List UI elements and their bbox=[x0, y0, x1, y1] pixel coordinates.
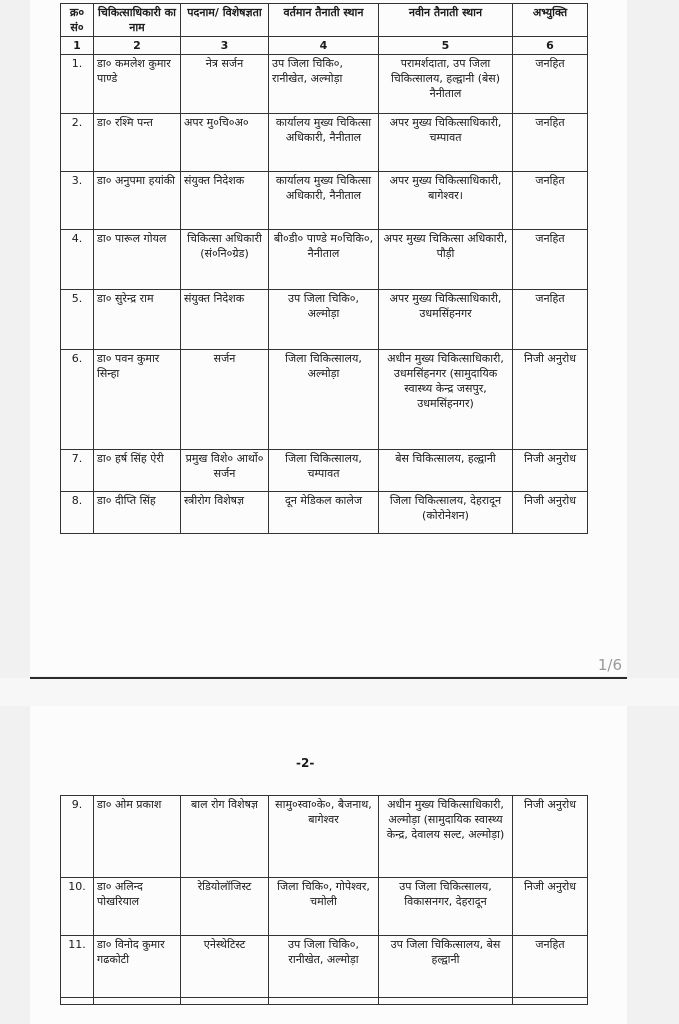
cell-current-posting: उप जिला चिकि०, रानीखेत, अल्मोड़ा bbox=[269, 936, 379, 998]
document-page-1 bbox=[30, 0, 627, 676]
cell-remark: जनहित bbox=[513, 290, 588, 350]
header-current-posting: वर्तमान तैनाती स्थान bbox=[269, 4, 379, 37]
cell-current-posting: दून मेडिकल कालेज bbox=[269, 492, 379, 534]
cell-remark: जनहित bbox=[513, 114, 588, 172]
cell-designation: चिकित्सा अधिकारी (सं०नि०ग्रेड) bbox=[181, 230, 269, 290]
col-number: 4 bbox=[269, 37, 379, 55]
header-designation: पदनाम/ विशेषज्ञता bbox=[181, 4, 269, 37]
cell-remark: निजी अनुरोध bbox=[513, 350, 588, 450]
cell-current-posting: जिला चिकित्सालय, चम्पावत bbox=[269, 450, 379, 492]
document-page-2 bbox=[30, 706, 627, 1024]
cell-new-posting: परामर्शदाता, उप जिला चिकित्सालय, हल्द्वानी (बेस) नैनीताल bbox=[379, 55, 513, 114]
col-number: 6 bbox=[513, 37, 588, 55]
transfer-table-page-2 bbox=[60, 795, 588, 1005]
cell-cut bbox=[94, 998, 181, 1005]
page-divider bbox=[30, 677, 627, 679]
cell-current-posting: जिला चिकि०, गोपेश्वर, चमोली bbox=[269, 878, 379, 936]
cell-remark: निजी अनुरोध bbox=[513, 796, 588, 878]
page-number: 1/6 bbox=[597, 656, 622, 674]
cell-current-posting: उप जिला चिकि०, रानीखेत, अल्मोड़ा bbox=[269, 55, 379, 114]
table-header-row bbox=[61, 4, 588, 37]
cell-cut bbox=[61, 998, 94, 1005]
cell-cut bbox=[269, 998, 379, 1005]
column-number-row bbox=[61, 37, 588, 55]
cell-new-posting: जिला चिकित्सालय, देहरादून (कोरोनेशन) bbox=[379, 492, 513, 534]
truncated-row bbox=[61, 998, 588, 1005]
cell-name: डा० दीप्ति सिंह bbox=[94, 492, 181, 534]
cell-current-posting: सामु०स्वा०के०, बैजनाथ, बागेश्वर bbox=[269, 796, 379, 878]
cell-new-posting: अपर मुख्य चिकित्साधिकारी, उधमसिंहनगर bbox=[379, 290, 513, 350]
page-gap bbox=[0, 678, 679, 706]
cell-new-posting: उप जिला चिकित्सालय, बेस हल्द्वानी bbox=[379, 936, 513, 998]
cell-new-posting: अपर मुख्य चिकित्साधिकारी, चम्पावत bbox=[379, 114, 513, 172]
cell-sno: 11. bbox=[61, 936, 94, 998]
cell-designation: स्त्रीरोग विशेषज्ञ bbox=[181, 492, 269, 534]
cell-remark: निजी अनुरोध bbox=[513, 492, 588, 534]
cell-designation: सर्जन bbox=[181, 350, 269, 450]
cell-designation: एनेस्थेटिस्ट bbox=[181, 936, 269, 998]
cell-new-posting: बेस चिकित्सालय, हल्द्वानी bbox=[379, 450, 513, 492]
cell-current-posting: कार्यालय मुख्य चिकित्सा अधिकारी, नैनीताल bbox=[269, 114, 379, 172]
cell-cut bbox=[181, 998, 269, 1005]
cell-name: डा० पारूल गोयल bbox=[94, 230, 181, 290]
table-row bbox=[61, 450, 588, 492]
cell-new-posting: अधीन मुख्य चिकित्साधिकारी, अल्मोड़ा (सामुदायिक स्वास्थ्य केन्द्र, देवालय सल्ट, अल्मोड़ा) bbox=[379, 796, 513, 878]
cell-current-posting: उप जिला चिकि०, अल्मोड़ा bbox=[269, 290, 379, 350]
header-new-posting: नवीन तैनाती स्थान bbox=[379, 4, 513, 37]
table-row bbox=[61, 936, 588, 998]
header-sno: क्र० सं० bbox=[61, 4, 94, 37]
table-row bbox=[61, 350, 588, 450]
table-row bbox=[61, 290, 588, 350]
cell-sno: 1. bbox=[61, 55, 94, 114]
cell-name: डा० कमलेश कुमार पाण्डे bbox=[94, 55, 181, 114]
cell-sno: 3. bbox=[61, 172, 94, 230]
cell-remark: जनहित bbox=[513, 172, 588, 230]
cell-sno: 10. bbox=[61, 878, 94, 936]
table-row bbox=[61, 172, 588, 230]
cell-sno: 2. bbox=[61, 114, 94, 172]
cell-designation: रेडियोलॉजिस्ट bbox=[181, 878, 269, 936]
cell-sno: 7. bbox=[61, 450, 94, 492]
col-number: 1 bbox=[61, 37, 94, 55]
cell-remark: जनहित bbox=[513, 55, 588, 114]
cell-remark: निजी अनुरोध bbox=[513, 878, 588, 936]
cell-sno: 9. bbox=[61, 796, 94, 878]
cell-new-posting: अपर मुख्य चिकित्सा अधिकारी, पौड़ी bbox=[379, 230, 513, 290]
table-row bbox=[61, 230, 588, 290]
cell-name: डा० हर्ष सिंह ऐरी bbox=[94, 450, 181, 492]
header-name: चिकित्साधिकारी का नाम bbox=[94, 4, 181, 37]
col-number: 3 bbox=[181, 37, 269, 55]
col-number: 5 bbox=[379, 37, 513, 55]
cell-designation: नेत्र सर्जन bbox=[181, 55, 269, 114]
cell-cut bbox=[513, 998, 588, 1005]
cell-designation: बाल रोग विशेषज्ञ bbox=[181, 796, 269, 878]
cell-current-posting: जिला चिकित्सालय, अल्मोड़ा bbox=[269, 350, 379, 450]
cell-name: डा० अलिन्द पोखरियाल bbox=[94, 878, 181, 936]
cell-remark: जनहित bbox=[513, 230, 588, 290]
cell-name: डा० सुरेन्द्र राम bbox=[94, 290, 181, 350]
table-row bbox=[61, 878, 588, 936]
cell-sno: 8. bbox=[61, 492, 94, 534]
cell-sno: 4. bbox=[61, 230, 94, 290]
cell-name: डा० अनुपमा हयांकी bbox=[94, 172, 181, 230]
cell-name: डा० रश्मि पन्त bbox=[94, 114, 181, 172]
cell-name: डा० विनोद कुमार गढकोटी bbox=[94, 936, 181, 998]
cell-name: डा० पवन कुमार सिन्हा bbox=[94, 350, 181, 450]
cell-name: डा० ओम प्रकाश bbox=[94, 796, 181, 878]
cell-sno: 5. bbox=[61, 290, 94, 350]
cell-new-posting: उप जिला चिकित्सालय, विकासनगर, देहरादून bbox=[379, 878, 513, 936]
cell-designation: प्रमुख विशे० आर्थो० सर्जन bbox=[181, 450, 269, 492]
cell-remark: जनहित bbox=[513, 936, 588, 998]
cell-designation: अपर मु०चि०अ० bbox=[181, 114, 269, 172]
col-number: 2 bbox=[94, 37, 181, 55]
cell-sno: 6. bbox=[61, 350, 94, 450]
table-row bbox=[61, 796, 588, 878]
table-row bbox=[61, 114, 588, 172]
cell-new-posting: अधीन मुख्य चिकित्साधिकारी, उधमसिंहनगर (सामुदायिक स्वास्थ्य केन्द्र जसपुर, उधमसिंहनगर) bbox=[379, 350, 513, 450]
table-row bbox=[61, 492, 588, 534]
page-number: -2- bbox=[296, 756, 315, 770]
cell-current-posting: बी०डी० पाण्डे म०चिकि०, नैनीताल bbox=[269, 230, 379, 290]
cell-new-posting: अपर मुख्य चिकित्साधिकारी, बागेश्वर। bbox=[379, 172, 513, 230]
cell-cut bbox=[379, 998, 513, 1005]
cell-designation: संयुक्त निदेशक bbox=[181, 290, 269, 350]
cell-remark: निजी अनुरोध bbox=[513, 450, 588, 492]
transfer-table-page-1 bbox=[60, 3, 588, 534]
table-row bbox=[61, 55, 588, 114]
cell-designation: संयुक्त निदेशक bbox=[181, 172, 269, 230]
cell-current-posting: कार्यालय मुख्य चिकित्सा अधिकारी, नैनीताल bbox=[269, 172, 379, 230]
header-remark: अभ्युक्ति bbox=[513, 4, 588, 37]
